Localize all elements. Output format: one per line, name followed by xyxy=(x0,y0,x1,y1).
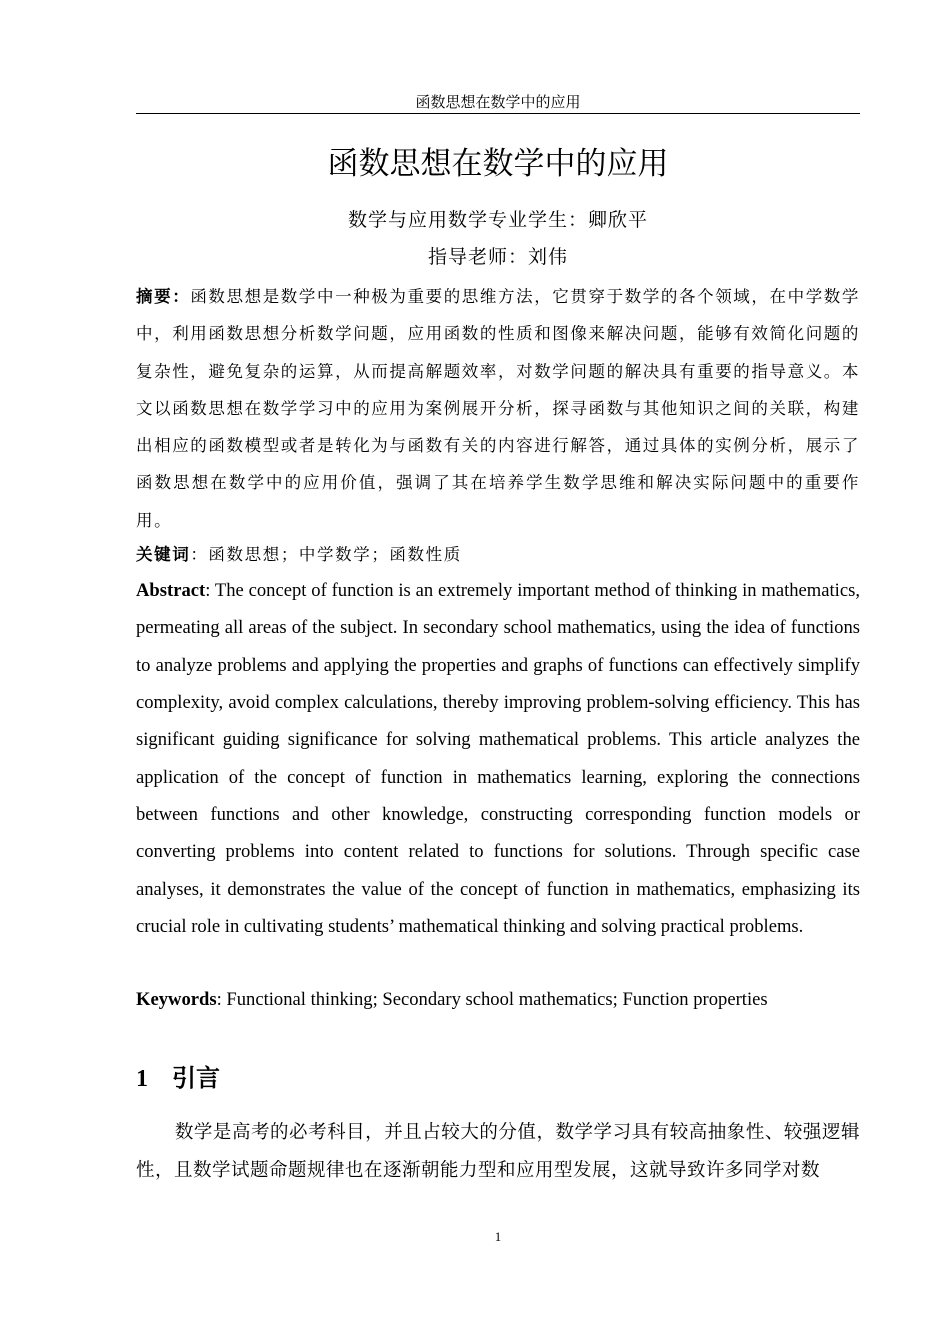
english-keywords-separator: : xyxy=(216,989,227,1010)
english-abstract-separator: : xyxy=(205,580,215,601)
section-number: 1 xyxy=(136,1066,148,1092)
chinese-abstract-text: 函数思想是数学中一种极为重要的思维方法，它贯穿于数学的各个领域，在中学数学中，利用函数思想分析数学问题，应用函数的性质和图像来解决问题，能够有效简化问题的复杂性，避免复杂的运算，从而提高解题效率，对数学问题的解决具有重要的指导意义。本文以函数思想在数学学习中的应用为案例展开分析，探寻函数与其他知识之间的关联，构建出相应的函数模型或者是转化为与函数有关的内容进行解答，通过具体的实例分析，展示了函数思想在数学中的应用价值，强调了其在培养学生数学思维和解决实际问题中的重要作用。 xyxy=(136,287,861,530)
chinese-abstract-separator: ： xyxy=(172,287,191,306)
paper-title: 函数思想在数学中的应用 xyxy=(327,146,669,182)
author-line: 数学与应用数学专业学生：卿欣平 xyxy=(347,209,648,231)
page-number: 1 xyxy=(494,1229,502,1244)
chinese-keywords xyxy=(136,538,860,572)
body-paragraph: 数学是高考的必考科目，并且占较大的分值，数学学习具有较高抽象性、较强逻辑性，且数学试题命题规律也在逐渐朝能力型和应用型发展，这就导致许多同学对数 xyxy=(136,1122,860,1181)
chinese-keywords-label: 关键词 xyxy=(136,545,191,564)
english-keywords-text: Functional thinking; Secondary school mathematics; Function properties xyxy=(226,989,768,1010)
english-abstract-label: Abstract xyxy=(136,580,206,601)
chinese-keywords-text: 函数思想；中学数学；函数性质 xyxy=(208,545,462,564)
section-title: 引言 xyxy=(172,1064,220,1092)
chinese-abstract xyxy=(136,278,860,539)
english-keywords-label: Keywords xyxy=(136,989,217,1010)
english-keywords xyxy=(136,984,860,1016)
chinese-keywords-separator: ： xyxy=(190,545,209,564)
chinese-abstract-label: 摘要 xyxy=(136,287,173,306)
section-heading xyxy=(136,1061,860,1096)
english-abstract-text: The concept of function is an extremely important method of thinking in mathematics, permeating all areas of the subject. In secondary school mathematics, using the idea of functions to analyze problems and applying the properties and graphs of functions can effectively simplify complexity, avoid complex calculations, thereby improving problem-solving efficiency. This has significant guiding significance for solving mathematical problems. This article analyzes the application of the concept of function in mathematics learning, exploring the connections between functions and other knowledge, constructing corresponding function models or converting problems into content related to functions for solutions. Through specific case analyses, it demonstrates the value of the concept of function in mathematics, emphasizing its crucial role in cultivating students’ mathematical thinking and solving practical problems. xyxy=(136,580,860,938)
english-abstract xyxy=(136,572,860,945)
advisor-line: 指导老师：刘伟 xyxy=(427,246,568,268)
running-header: 函数思想在数学中的应用 xyxy=(136,92,860,114)
